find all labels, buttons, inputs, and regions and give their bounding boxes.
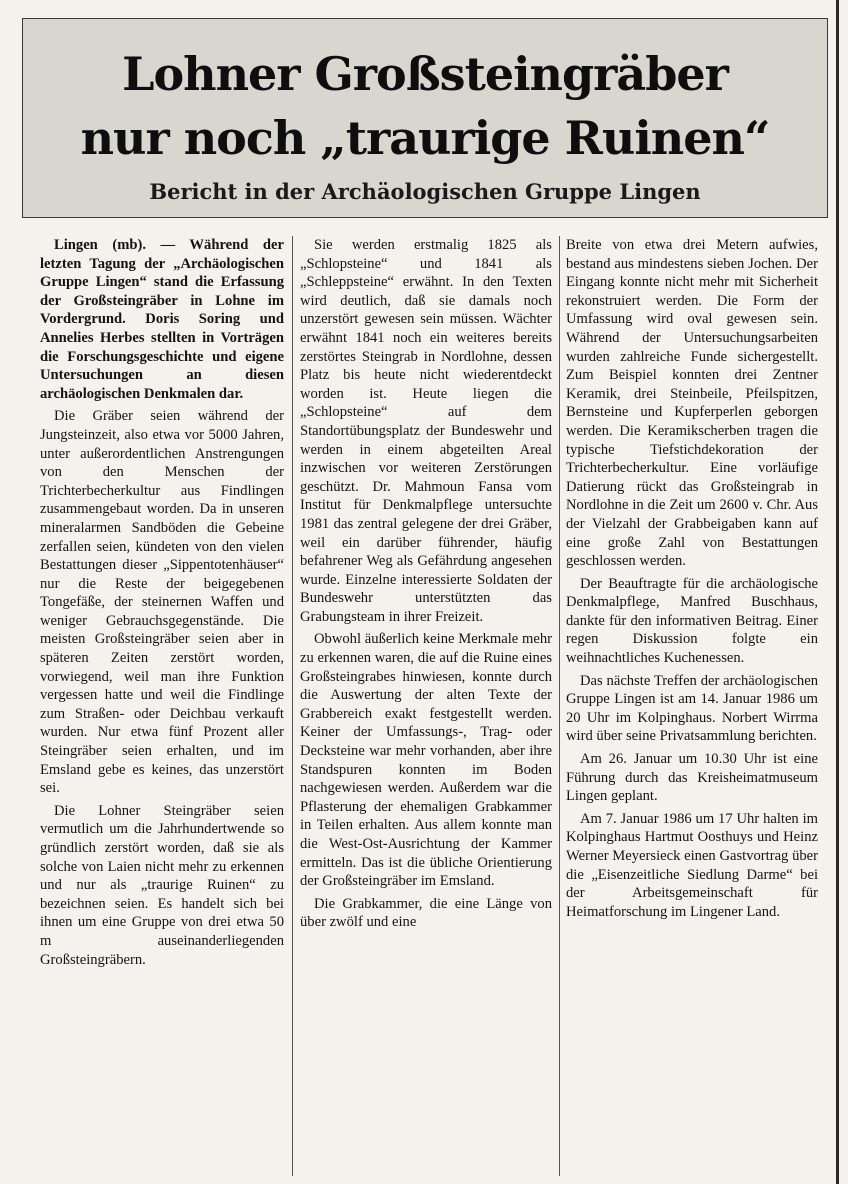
paragraph: Sie werden erstmalig 1825 als „Schlopsteine“ und 1841 als „Schleppsteine“ erwähnt. In den Texten wird deutlich, daß sie damals noch unzerstört gewesen sein müssen. Wächter erwähnt 1841 noch ein weiteres bereits zerstörtes Steingrab in Nordlohne, dessen Platz bis heute nicht wiederentdeckt worden ist. Heute liegen die „Schlopsteine“ auf dem Standortübungsplatz der Bundeswehr und werden in einem abgeteilten Areal inzwischen vor weiteren Zerstörungen geschützt. Dr. Mahmoun Fansa vom Institut für Denkmalpflege untersuchte 1981 das zentral gelegene der drei Gräber, weil ein darüber führender, häufig befahrener Weg als Gefährdung angesehen wurde. Einzelne interessierte Soldaten der Bundeswehr unterstützten das Grabungsteam in ihrer Freizeit. xyxy=(300,237,552,625)
headline-line-2: nur noch „traurige Ruinen“ xyxy=(80,111,770,165)
paragraph: Das nächste Treffen der archäologischen Gruppe Lingen ist am 14. Januar 1986 um 20 Uhr im Kolpinghaus. Norbert Wirrma wird über seine Privatsammlung berichten. xyxy=(566,672,818,745)
paragraph: Obwohl äußerlich keine Merkmale mehr zu erkennen waren, die auf die Ruine eines Großsteingrabes hinwiesen, konnte durch die Auswertung der alten Texte der Grabbereich exakt festgestellt werden. Keiner der Umfassungs-, Trag- oder Decksteine war mehr vorhanden, aber ihre Standspuren konnten im Boden nachgewiesen werden. Außerdem war die Pflasterung der ehemaligen Grabkammer in Teilen erhalten. Aus allem konnte man die West-Ost-Ausrichtung der Kammer ermitteln. Das ist die übliche Orientierung der Großsteingräber im Emsland. xyxy=(300,631,552,890)
paragraph: Am 7. Januar 1986 um 17 Uhr halten im Kolpinghaus Hartmut Oosthuys und Heinz Werner Meyersieck einen Gastvortrag über die „Eisenzeitliche Siedlung Darme“ bei der Arbeitsgemeinschaft für Heimatforschung im Lingener Land. xyxy=(566,810,818,920)
article-column-1 xyxy=(40,236,284,969)
article-column-3 xyxy=(566,236,818,921)
paragraph: Die Gräber seien während der Jungsteinzeit, also etwa vor 5000 Jahren, unter außerordentlichen Anstrengungen von den Menschen der Trichterbecherkultur aus Findlingen zusammengebaut worden. Da in unseren mineralarmen Sandböden die Gebeine zerfallen seien, kündeten von den vielen Bestattungen dieser „Sippentotenhäuser“ nur die Reste der beigegebenen Tongefäße, der steinernen Waffen und weniger Gebrauchsgegenstände. Die meisten Großsteingräber seien aber in späteren Zeiten zerstört worden, vorwiegend, weil man ihre Funktion vergessen hatte und weil die Findlinge zum Straßen- oder Deichbau verkauft wurden. Nur etwa fünf Prozent aller Steingräber seien erhalten, und im Emsland gebe es keines, das unzerstört sei. xyxy=(40,408,284,797)
headline-line-1: Lohner Großsteingräber xyxy=(122,47,728,101)
lead-paragraph: Lingen (mb). — Während der letzten Tagung der „Archäologischen Gruppe Lingen“ stand die Erfassung der Großsteingräber in Lohne im Vordergrund. Doris Soring und Annelies Herbes stellten in Vorträgen die Forschungsgeschichte und eigene Untersuchungen an diesen archäologischen Denkmalen dar. xyxy=(40,237,284,402)
paragraph: Die Lohner Steingräber seien vermutlich um die Jahrhundertwende so gründlich zerstört worden, daß sie als solche von Laien nicht mehr zu erkennen und nur als „traurige Ruinen“ zu bezeichnen seien. Es handelt sich bei ihnen um eine Gruppe von drei etwa 50 m auseinanderliegenden Großsteingräbern. xyxy=(40,802,284,968)
paragraph: Am 26. Januar um 10.30 Uhr ist eine Führung durch das Kreisheimatmuseum Lingen geplant. xyxy=(566,751,818,805)
article-column-2 xyxy=(300,236,552,932)
paragraph: Breite von etwa drei Metern aufwies, bestand aus mindestens sieben Jochen. Der Eingang konnte nicht mehr mit Sicherheit rekonstruiert werden. Die Form der Umfassung wird oval gewesen sein. Während der Untersuchungsarbeiten wurden zahlreiche Funde sichergestellt. Zum Beispiel konnten drei Zentner Keramik, drei Steinbeile, Pfeilspitzen, Bernsteine und Kupferperlen geborgen werden. Die Keramikscherben tragen die typische Tiefstichdekoration der Trichterbecherkultur. Eine vorläufige Datierung rückt das Großsteingrab in Nordlohne in die Zeit um 2600 v. Chr. Aus der Vielzahl der Grabbeigaben kann auf eine große Zahl von Bestattungen geschlossen werden. xyxy=(566,237,818,570)
scan-edge xyxy=(836,0,839,1184)
column-divider xyxy=(559,236,560,1176)
paragraph: Die Grabkammer, die eine Länge von über zwölf und eine xyxy=(300,895,552,931)
subheadline: Bericht in der Archäologischen Gruppe Lingen xyxy=(149,179,701,204)
paragraph: Der Beauftragte für die archäologische Denkmalpflege, Manfred Buschhaus, dankte für den informativen Beitrag. Einer regen Diskussion folgte ein weihnachtliches Kuchenessen. xyxy=(566,575,818,667)
column-divider xyxy=(292,236,293,1176)
headline-box xyxy=(22,18,828,218)
